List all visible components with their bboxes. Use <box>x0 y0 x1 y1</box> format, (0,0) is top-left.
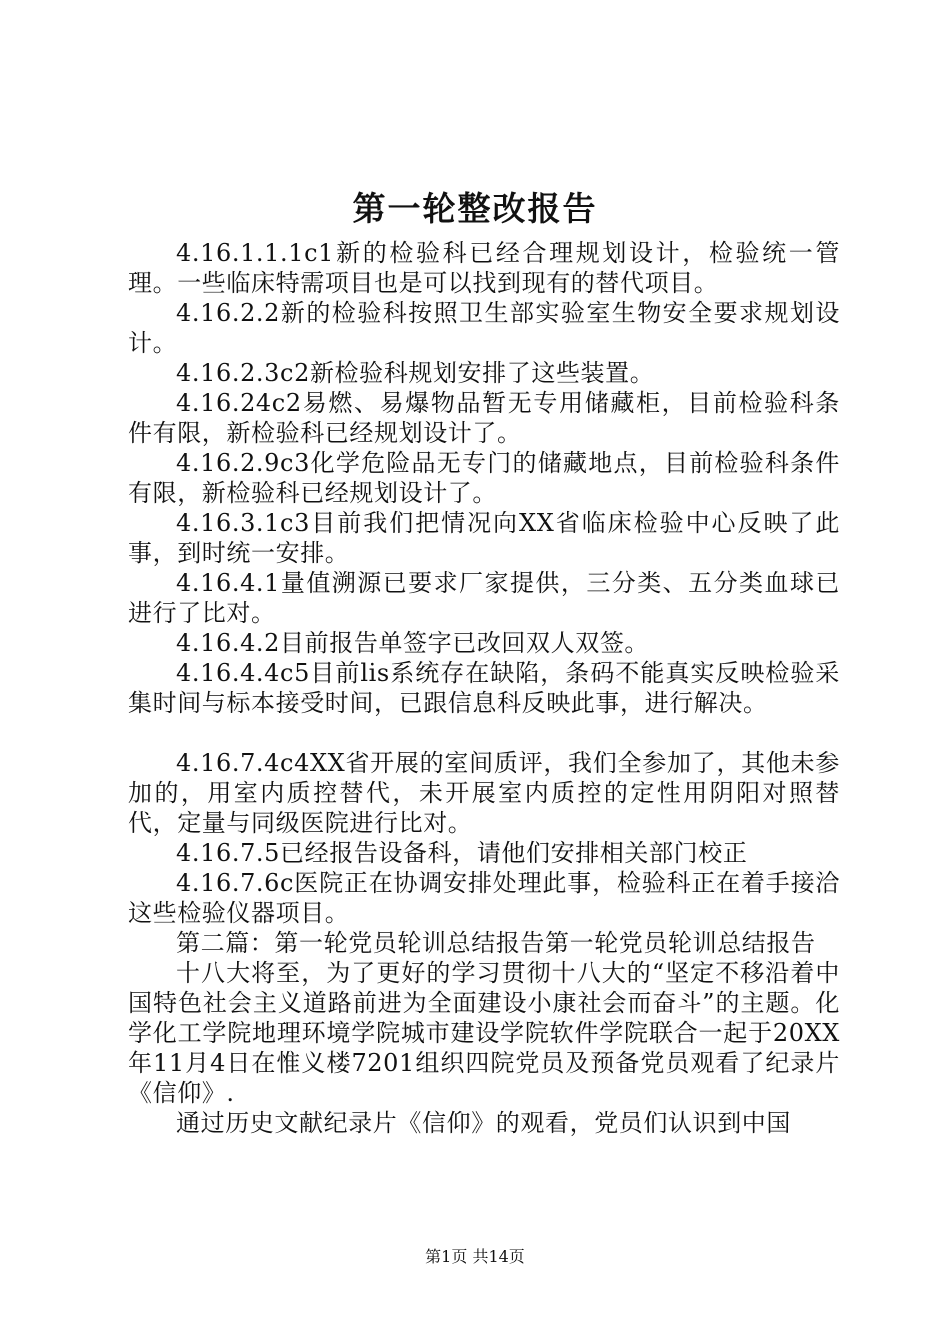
paragraph-4-16-7-5: 4.16.7.5已经报告设备科，请他们安排相关部门校正 <box>176 839 748 867</box>
section-heading-second-part: 第二篇：第一轮党员轮训总结报告第一轮党员轮训总结报告 <box>176 929 816 957</box>
paragraph-spacer <box>128 718 840 748</box>
paragraph-4-16-24: 4.16.24c2易燃、易爆物品暂无专用储藏柜，目前检验科条件有限，新检验科已经规划设计了。 <box>128 389 840 447</box>
paragraph-4-16-2-9: 4.16.2.9c3化学危险品无专门的储藏地点，目前检验科条件有限，新检验科已经规划设计了。 <box>128 449 840 507</box>
document-body <box>128 238 840 1138</box>
paragraph-4-16-2-3: 4.16.2.3c2新检验科规划安排了这些装置。 <box>176 359 655 387</box>
paragraph-4-16-4-1: 4.16.4.1量值溯源已要求厂家提供，三分类、五分类血球已进行了比对。 <box>128 569 840 627</box>
paragraph-4-16-7-4: 4.16.7.4c4XX省开展的室间质评，我们全参加了，其他未参加的，用室内质控替代，未开展室内质控的定性用阴阳对照替代，定量与同级医院进行比对。 <box>128 749 840 837</box>
document-title: 第一轮整改报告 <box>352 189 598 228</box>
paragraph-4-16-1-1-1: 4.16.1.1.1c1新的检验科已经合理规划设计，检验统一管理。一些临床特需项目也是可以找到现有的替代项目。 <box>128 239 840 297</box>
paragraph-4-16-7-6: 4.16.7.6c医院正在协调安排处理此事，检验科正在着手接洽这些检验仪器项目。 <box>128 869 840 927</box>
paragraph-intro: 十八大将至，为了更好的学习贯彻十八大的“坚定不移沿着中国特色社会主义道路前进为全面建设小康社会而奋斗”的主题。化学化工学院地理环境学院城市建设学院软件学院联合一起于20XX年11月4日在惟义楼7201组织四院党员及预备党员观看了纪录片《信仰》. <box>128 959 840 1107</box>
paragraph-xinyang: 通过历史文献纪录片《信仰》的观看，党员们认识到中国 <box>176 1109 791 1137</box>
paragraph-4-16-4-2: 4.16.4.2目前报告单签字已改回双人双签。 <box>176 629 650 657</box>
paragraph-4-16-4-4: 4.16.4.4c5目前lis系统存在缺陷，条码不能真实反映检验采集时间与标本接受时间，已跟信息科反映此事，进行解决。 <box>128 659 840 717</box>
page-number-footer: 第1页 共14页 <box>425 1247 525 1266</box>
paragraph-4-16-3-1: 4.16.3.1c3目前我们把情况向XX省临床检验中心反映了此事，到时统一安排。 <box>128 509 840 567</box>
paragraph-4-16-2-2: 4.16.2.2新的检验科按照卫生部实验室生物安全要求规划设计。 <box>128 299 840 357</box>
